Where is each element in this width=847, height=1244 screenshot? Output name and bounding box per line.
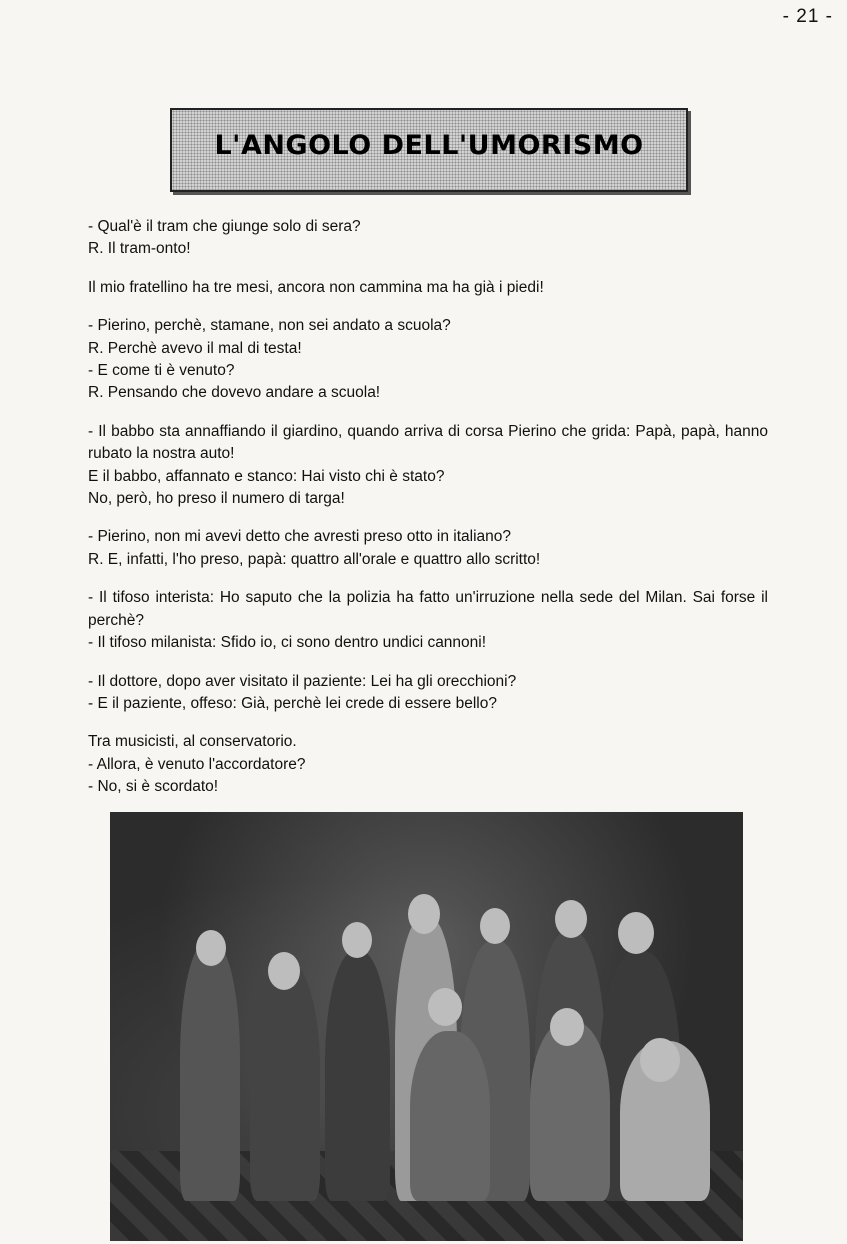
joke-line: - No, si è scordato!	[88, 778, 219, 796]
photo-figure-head	[196, 930, 226, 966]
joke-line: Il mio fratellino ha tre mesi, ancora non cammina ma ha già i piedi!	[88, 278, 544, 296]
photo-figure	[180, 941, 240, 1201]
joke-item	[88, 671, 768, 716]
joke-line: Tra musicisti, al conservatorio.	[88, 733, 297, 751]
photo-figure-head	[550, 1008, 584, 1046]
joke-item	[88, 421, 768, 511]
joke-item	[88, 526, 768, 571]
photo-figure-head	[428, 988, 462, 1026]
photo-figure-head	[342, 922, 372, 958]
group-photo	[110, 812, 743, 1241]
photo-figure	[530, 1021, 610, 1201]
joke-item	[88, 315, 768, 405]
photo-figure-head	[408, 894, 440, 934]
joke-line: R. Perchè avevo il mal di testa!	[88, 339, 302, 357]
title-banner	[170, 108, 688, 192]
joke-item	[88, 216, 768, 261]
photo-figure	[410, 1031, 490, 1201]
joke-line: - Pierino, non mi avevi detto che avresti preso otto in italiano?	[88, 528, 512, 546]
joke-line: - E come ti è venuto?	[88, 362, 235, 380]
photo-figure	[325, 951, 390, 1201]
joke-line: R. Pensando che dovevo andare a scuola!	[88, 384, 381, 402]
photo-figure-head	[640, 1038, 680, 1082]
joke-line: R. Il tram-onto!	[88, 240, 191, 258]
joke-line: - Il tifoso interista: Ho saputo che la polizia ha fatto un'irruzione nella sede del Milan. Sai forse il perchè?	[88, 589, 768, 629]
joke-line: - Il babbo sta annaffiando il giardino, quando arriva di corsa Pierino che grida: Papà, papà, hanno rubato la nostra auto!	[88, 422, 768, 463]
joke-line: - E il paziente, offeso: Già, perchè lei crede di essere bello?	[88, 694, 497, 712]
page-title: L'ANGOLO DELL'UMORISMO	[214, 130, 644, 161]
joke-item	[88, 731, 768, 798]
jokes-list	[88, 216, 768, 799]
photo-figure-head	[480, 908, 510, 944]
joke-line: - Allora, è venuto l'accordatore?	[88, 755, 306, 773]
photo-figure	[250, 961, 320, 1201]
joke-item	[88, 587, 768, 654]
joke-line: - Il tifoso milanista: Sfido io, ci sono dentro undici cannoni!	[88, 634, 487, 652]
joke-line: R. E, infatti, l'ho preso, papà: quattro all'orale e quattro allo scritto!	[88, 550, 541, 568]
joke-line: - Qual'è il tram che giunge solo di sera?	[88, 218, 361, 235]
joke-item	[88, 277, 768, 299]
joke-line: - Pierino, perchè, stamane, non sei andato a scuola?	[88, 317, 451, 335]
photo-figure-head	[268, 952, 300, 990]
joke-line: No, però, ho preso il numero di targa!	[88, 490, 345, 508]
photo-figure-head	[618, 912, 654, 954]
joke-line: - Il dottore, dopo aver visitato il paziente: Lei ha gli orecchioni?	[88, 672, 517, 690]
page-number: - 21 -	[782, 6, 833, 27]
joke-line: E il babbo, affannato e stanco: Hai visto chi è stato?	[88, 467, 445, 485]
photo-figure-head	[555, 900, 587, 938]
